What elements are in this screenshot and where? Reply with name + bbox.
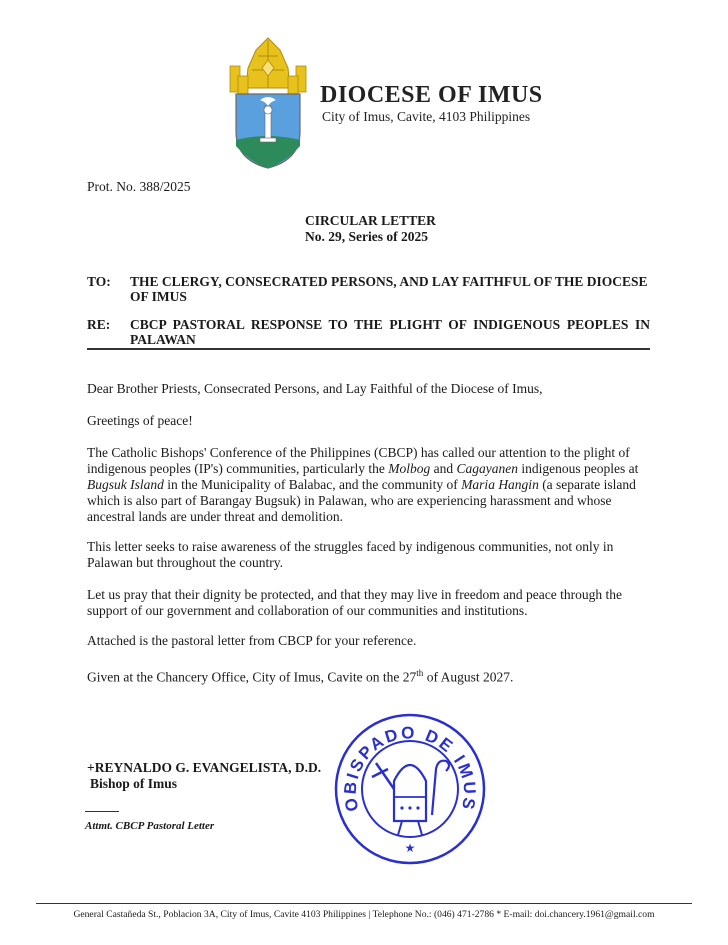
subject-divider [87,348,650,350]
to-recipients: THE CLERGY, CONSECRATED PERSONS, AND LAY FAITHFUL OF THE DIOCESE OF IMUS [130,274,648,304]
diocese-crest-logo [226,36,310,170]
to-label: TO: [87,274,111,289]
circular-title: CIRCULAR LETTER [305,213,436,228]
body-paragraph-4: Attached is the pastoral letter from CBCP for your reference. [87,633,417,648]
re-subject: CBCP PASTORAL RESPONSE TO THE PLIGHT OF INDIGENOUS PEOPLES IN PALAWAN [130,317,650,347]
diocese-address: City of Imus, Cavite, 4103 Philippines [322,109,531,124]
footer-contact: General Castañeda St., Poblacion 3A, City of Imus, Cavite 4103 Philippines | Telephone No.: (046) 471-2786 * E-mail: doi.chancery.1961@gmail.com [73,909,655,920]
re-label: RE: [87,317,111,332]
given-statement: Given at the Chancery Office, City of Imus, Cavite on the 27th of August 2027. [87,668,514,685]
attachment-note: Attmt. CBCP Pastoral Letter [85,820,215,832]
svg-text:OBISPADO DE IMUS: OBISPADO DE IMUS [340,723,480,814]
salutation: Dear Brother Priests, Consecrated Persons, and Lay Faithful of the Diocese of Imus, [87,381,543,396]
signatory-name: +REYNALDO G. EVANGELISTA, D.D. [87,760,322,775]
circular-number: No. 29, Series of 2025 [305,229,428,244]
circular-heading [305,213,436,245]
diocese-name: DIOCESE OF IMUS [320,82,543,108]
signatory-title: Bishop of Imus [90,776,178,791]
footer-divider [36,903,692,904]
bishop-seal-stamp [332,711,488,867]
signature-block [87,760,321,792]
svg-text:★: ★ [404,841,416,855]
greeting: Greetings of peace! [87,413,193,428]
body-paragraph-1: The Catholic Bishops' Conference of the Philippines (CBCP) has called our attention to the plight of indigenous peoples (IP's) communities, particularly the Molbog and Cagayanen indigenous peoples at Bugsuk Island in the Municipality of Balabac, and the community of Maria Hangin (a separate island which is also part of Barangay Bugsuk) in Palawan, who are experiencing harassment and whose ancestral lands are under threat and demolition. [87,445,639,524]
body-paragraph-3: Let us pray that their dignity be protected, and that they may live in freedom and peace through the support of our government and collaboration of our communities and institutions. [87,587,622,618]
protocol-number: Prot. No. 388/2025 [87,179,191,194]
attachment-divider [85,811,119,812]
body-paragraph-2: This letter seeks to raise awareness of the struggles faced by indigenous communities, not only in Palawan but throughout the country. [87,539,614,570]
